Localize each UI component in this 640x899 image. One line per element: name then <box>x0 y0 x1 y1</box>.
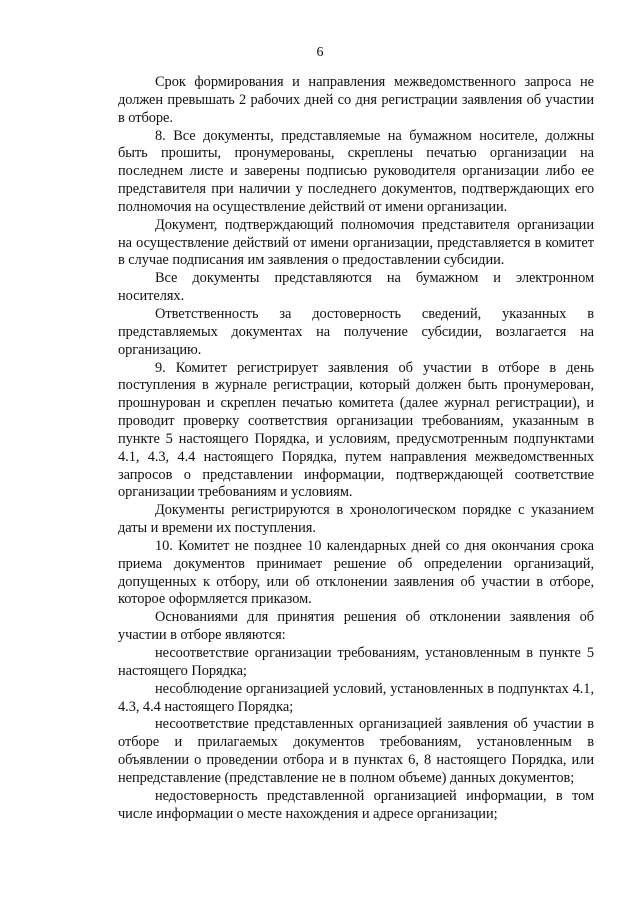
list-item-unreliable-information: недостоверность представленной организацией информации, в том числе информации о месте нахождения и адресе организации; <box>118 787 594 822</box>
paragraph-item-10: 10. Комитет не позднее 10 календарных дней со дня окончания срока приема документов принимает решение об определении организаций, допущенных к отбору, или об отклонении заявления об участии в отборе, которое оформляется приказом. <box>118 537 594 608</box>
list-item-documents-mismatch: несоответствие представленных организацией заявления об участии в отборе и прилагаемых документов требованиям, установленным в объявлении о проведении отбора и в пунктах 6, 8 настоящего Порядка, или непредставление (представление не в полном объеме) данных документов; <box>118 716 594 786</box>
page-number: 6 <box>316 45 324 60</box>
paragraph-representative-authority: Документ, подтверждающий полномочия представителя организации на осуществление действий от имени организации, представляется в комитет в случае подписания им заявления о предоставлении субсидии. <box>118 216 594 269</box>
paragraph-responsibility: Ответственность за достоверность сведений, указанных в представляемых документах на получение субсидии, возлагается на организацию. <box>118 305 594 358</box>
list-item-conditions-noncompliance: несоблюдение организацией условий, установленных в подпунктах 4.1, 4.3, 4.4 настоящего Порядка; <box>118 680 594 715</box>
paragraph-registration-order: Документы регистрируются в хронологическом порядке с указанием даты и времени их поступления. <box>118 502 594 537</box>
paragraph-item-8: 8. Все документы, представляемые на бумажном носителе, должны быть прошиты, пронумерованы, скреплены печатью организации на последнем листе и заверены подписью руководителя организации либо ее представителя при наличии у последнего документов, подтверждающих его полномочия на осуществление действий от имени организации. <box>118 127 594 215</box>
document-body <box>118 74 594 823</box>
paragraph-media: Все документы представляются на бумажном и электронном носителях. <box>118 270 594 305</box>
paragraph-query-deadline: Срок формирования и направления межведомственного запроса не должен превышать 2 рабочих дней со дня регистрации заявления об участии в отборе. <box>118 74 594 126</box>
paragraph-item-9: 9. Комитет регистрирует заявления об участии в отборе в день поступления в журнале регистрации, который должен быть пронумерован, прошнурован и скреплен печатью комитета (далее журнал регистрации), и проводит проверку соответствия организации требованиям, указанным в пункте 5 настоящего Порядка, и условиям, предусмотренным подпунктами 4.1, 4.3, 4.4 настоящего Порядка, путем направления межведомственных запросов о представлении информации, подтверждающей соответствие организации требованиям и условиям. <box>118 359 594 501</box>
list-item-requirements-mismatch: несоответствие организации требованиям, установленным в пункте 5 настоящего Порядка; <box>118 645 594 679</box>
paragraph-rejection-grounds: Основаниями для принятия решения об отклонении заявления об участии в отборе являются: <box>118 609 594 644</box>
